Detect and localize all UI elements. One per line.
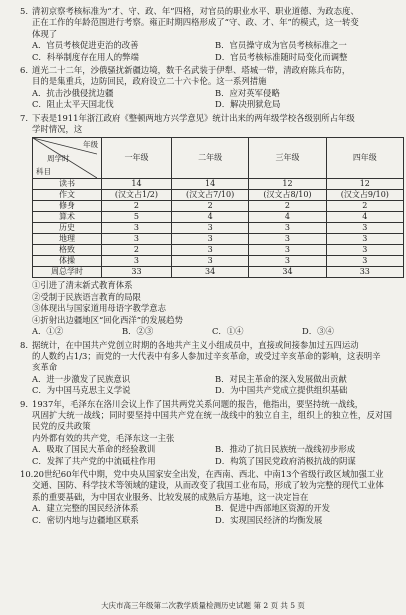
option-d: D．官员考核标准随时局变化而调整 [215,51,348,62]
option-b: B．推动了抗日民族统一战线初步形成 [215,444,356,455]
table-cell: 2 [102,245,172,256]
stem-line: 下表是1911年浙江政府《整顿两地方兴学意见》统计出来的两年级学校各级别所占年级 [32,112,355,123]
statement-item: ③体现出与国家道用母语字教学意志 [32,303,166,314]
stem-line: 交通、国防、科学技术等领域的建设，从而改变了我国工业布局，形成了较为完整的现代工业体 [32,480,384,491]
stem-line: 的人数约占1/3；而党的一大代表中有多人参加过辛亥革命，或受过辛亥革命的影响，这表明辛 [32,350,381,361]
table-row [33,256,404,267]
option-c: C．阻止太平天国北伐 [32,99,114,110]
table-cell: 3 [171,234,248,245]
table-cell: 2 [326,201,403,212]
table-row [33,245,404,256]
stem-line: 巩固扩大统一战线；同时要坚持中国共产党在统一战线中的独立自主，组织上的独立性，反对国民党的反共政策 [32,409,392,432]
table-row [33,201,404,212]
table-cell: 3 [102,256,172,267]
question-number: 8. [20,339,28,350]
statement-item: ②受制于民族语言教育的局限 [32,291,141,302]
table-cell: 34 [171,267,248,278]
row-subject: 体操 [33,256,102,267]
question-8 [20,340,392,397]
table-cell: 4 [249,212,326,223]
option-a: A．进一步激发了民族意识 [32,373,131,384]
option-d: D．③④ [302,326,334,337]
question-10 [20,469,392,526]
table-cell: 3 [102,234,172,245]
option-b: B．应对英军侵略 [215,87,280,98]
stem-line: 清初京察考核标准为“才、守、政、年”四格，对官员的职业水平、职业道德、为政态度、 [32,6,359,16]
corner-label-grade: 年级 [83,140,98,150]
row-subject: 地理 [33,234,102,245]
option-a: A．抗击沙俄侵扰边疆 [32,87,114,98]
option-c: C．密切内地与边疆地区联系 [32,514,139,525]
row-subject: 修身 [33,201,102,212]
option-a: A．①② [32,326,64,337]
question-number: 6. [20,65,28,76]
school-hours-table [32,137,404,278]
table-cell: 3 [171,256,248,267]
column-header: 一年级 [102,138,172,179]
table-cell: (汉文占7/10) [171,190,248,201]
table-cell: 33 [326,267,403,278]
table-cell: 12 [249,179,326,190]
table-cell: 2 [102,201,172,212]
question-number: 9. [20,398,28,409]
statement-item: ①引进了清末新式教育体系 [32,280,133,291]
table-cell: 3 [249,256,326,267]
table-cell: 3 [326,256,403,267]
stem-line: 20世纪60年代中期，党中央从国家安全出发，在西南、西北、中南13个省级行政区域加强工业 [33,468,384,479]
stem-line: 学时情况，这 [32,124,83,135]
option-c: C．发挥了共产党的中流砥柱作用 [32,455,156,466]
table-corner-header [33,138,102,179]
statement-item: ④折射出边疆地区“回化西洋”的发展趋势 [32,314,183,325]
stem-line: 1937年，毛泽东在洛川会议上作了国共两党关系问题的报告，他指出，要坚持统一战线， [32,398,364,409]
table-row [33,212,404,223]
option-a: A．官员考核促进吏治的改善 [32,40,139,51]
option-d: D．解决刑狱危局 [215,99,281,110]
question-5 [20,6,392,63]
table-row [33,234,404,245]
table-cell: 14 [171,179,248,190]
option-b: B．促进中西部地区资源的开发 [215,503,331,514]
row-subject: 历史 [33,223,102,234]
corner-label-hours: 周学时 [47,154,70,164]
table-cell: 3 [249,223,326,234]
table-cell: 2 [171,201,248,212]
option-b: B．②③ [122,326,154,337]
stem-line: 正在工作的年龄范围进行考察。雍正时期四格形成了“守、政、才、年”的模式，这一转变 [32,17,359,28]
table-cell: 2 [249,201,326,212]
stem-line: 系的重要基础，为中国农业服务、比较发展的成熟后方基地，这一决定旨在 [32,491,309,502]
question-number: 5. [20,6,28,16]
page-footer: 大庆市高三年级第二次教学质量检测历史试题 第 2 页 共 5 页 [101,600,305,610]
table-cell: 3 [171,245,248,256]
corner-label-subject: 科目 [36,167,51,177]
stem-line: 目的是集重兵，边防回民，政府设立二十六卡伦。这一系列措施 [32,76,267,87]
option-b: B．对民主革命的深入发展做出贡献 [215,373,347,384]
table-cell: 3 [102,223,172,234]
table-row [33,267,404,278]
option-c: C．为中国马克思主义学说 [32,385,131,396]
table-cell: 3 [326,245,403,256]
option-d: D．实现国民经济的均衡发展 [215,514,323,525]
row-subject: 读书 [33,179,102,190]
option-b: B．官员操守成为官员考核标准之一 [215,40,347,51]
option-d: D．为中国共产党成立提供组织基础 [215,385,348,396]
table-cell: 34 [249,267,326,278]
table-cell: 3 [326,223,403,234]
table-cell: 12 [326,179,403,190]
row-subject: 算术 [33,212,102,223]
column-header: 四年级 [326,138,403,179]
table-cell: 33 [102,267,172,278]
stem-line: 内外都有效的共产党，毛泽东这一主张 [32,432,175,443]
row-subject: 作文 [33,190,102,201]
column-header: 二年级 [171,138,248,179]
table-cell: 5 [102,212,172,223]
table-cell: (汉文占8/10) [249,190,326,201]
table-row [33,223,404,234]
table-cell: 3 [326,234,403,245]
table-cell: 3 [249,245,326,256]
question-number: 7. [20,112,28,123]
row-subject: 格致 [33,245,102,256]
option-a: A．吸取了国民大革命的经验教训 [32,444,156,455]
column-header: 三年级 [249,138,326,179]
table-cell: 4 [171,212,248,223]
table-cell: 3 [249,234,326,245]
table-cell: (汉文占9/10) [326,190,403,201]
table-cell: (汉文占1/2) [102,190,172,201]
table-cell: 14 [102,179,172,190]
table-row [33,179,404,190]
stem-line: 据统计，在中国共产党创立时期的各地共产主义小组成员中，直接或间接参加过五四运动 [32,339,359,350]
table-row [33,190,404,201]
question-6 [20,65,392,111]
stem-line: 体现了 [32,28,58,39]
question-7 [20,113,392,338]
option-c: C．科举制度存在用人的弊端 [32,51,139,62]
question-number: 10. [20,468,34,479]
question-9 [20,399,392,467]
option-a: A．建立完整的国民经济体系 [32,503,139,514]
table-cell: 3 [171,223,248,234]
option-d: D．构筑了国民党政府消极抗战的阴谋 [215,455,356,466]
option-c: C．①④ [212,326,244,337]
stem-line: 亥革命 [32,362,58,373]
table-cell: 4 [326,212,403,223]
stem-line: 道光二十二年，沙俄骚扰新疆边境，数千名武装于伊犁、塔城一带，清政府陈兵布防， [32,65,351,76]
row-subject: 周总学时 [33,267,102,278]
